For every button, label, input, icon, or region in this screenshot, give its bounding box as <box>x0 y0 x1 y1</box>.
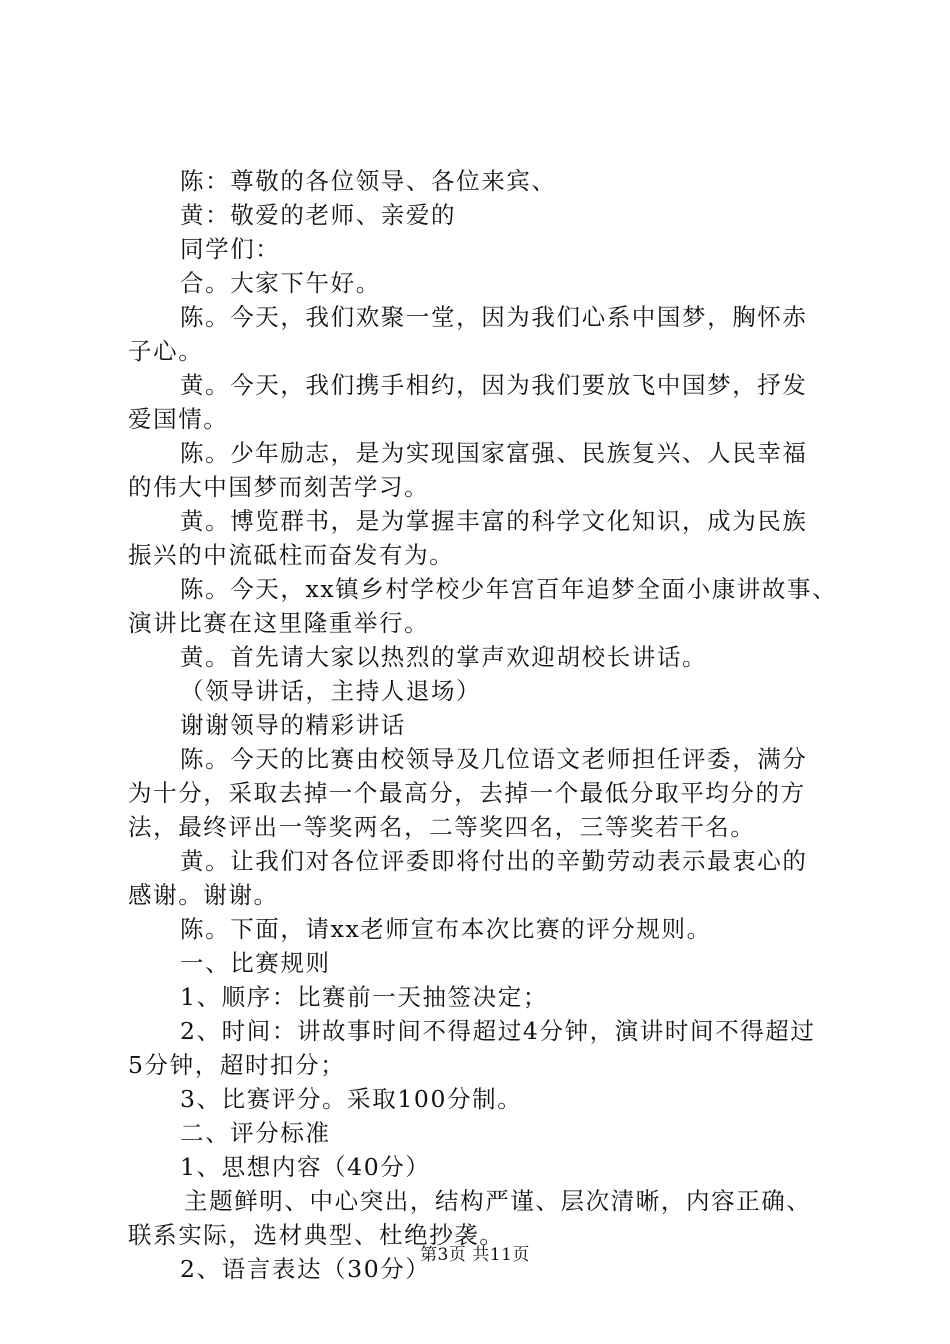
paragraph-line: 黄。让我们对各位评委即将付出的辛勤劳动表示最衷心的 <box>180 847 808 875</box>
paragraph-line: 陈：尊敬的各位领导、各位来宾、 <box>180 167 557 195</box>
paragraph-line: 振兴的中流砥柱而奋发有为。 <box>128 541 455 569</box>
paragraph-line: 感谢。谢谢。 <box>128 881 279 909</box>
paragraph-line: 2、时间：讲故事时间不得超过4分钟，演讲时间不得超过 <box>180 1017 816 1045</box>
paragraph-line: 黄。首先请大家以热烈的掌声欢迎胡校长讲话。 <box>180 643 708 671</box>
paragraph-line: 联系实际，选材典型、杜绝抄袭。 <box>128 1221 505 1249</box>
paragraph-line: 子心。 <box>128 337 204 365</box>
document-body <box>128 164 838 1286</box>
paragraph-line: 黄。博览群书，是为掌握丰富的科学文化知识，成为民族 <box>180 507 808 535</box>
paragraph-line: 陈。今天，我们欢聚一堂，因为我们心系中国梦，胸怀赤 <box>180 303 808 331</box>
paragraph-line: 陈。少年励志，是为实现国家富强、民族复兴、人民幸福 <box>180 439 808 467</box>
paragraph-line: （领导讲话，主持人退场） <box>180 677 482 705</box>
paragraph-line: 陈。今天，xx镇乡村学校少年宫百年追梦全面小康讲故事、 <box>180 575 838 603</box>
paragraph-line: 的伟大中国梦而刻苦学习。 <box>128 473 430 501</box>
section-heading: 二、评分标准 <box>180 1119 331 1147</box>
section-heading: 一、比赛规则 <box>180 949 331 977</box>
paragraph-line: 同学们： <box>180 235 281 263</box>
page-number-footer: 第3页 共11页 <box>420 1245 530 1265</box>
paragraph-line: 2、语言表达（30分） <box>180 1255 431 1283</box>
paragraph-line: 黄：敬爱的老师、亲爱的 <box>180 201 457 229</box>
paragraph-line: 陈。下面，请xx老师宣布本次比赛的评分规则。 <box>180 915 712 943</box>
paragraph-line: 陈。今天的比赛由校领导及几位语文老师担任评委，满分 <box>180 745 808 773</box>
paragraph-line: 1、顺序：比赛前一天抽签决定； <box>180 983 548 1011</box>
paragraph-line: 5分钟，超时扣分； <box>128 1051 346 1079</box>
paragraph-line: 1、思想内容（40分） <box>180 1153 431 1181</box>
paragraph-line: 合。大家下午好。 <box>180 269 381 297</box>
paragraph-line: 法，最终评出一等奖两名，二等奖四名，三等奖若干名。 <box>128 813 756 841</box>
paragraph-line: 谢谢领导的精彩讲话 <box>180 711 406 739</box>
paragraph-line: 黄。今天，我们携手相约，因为我们要放飞中国梦，抒发 <box>180 371 808 399</box>
paragraph-line: 演讲比赛在这里隆重举行。 <box>128 609 430 637</box>
paragraph-line: 主题鲜明、中心突出，结构严谨、层次清晰，内容正确、 <box>184 1187 812 1215</box>
paragraph-line: 爱国情。 <box>128 405 229 433</box>
paragraph-line: 3、比赛评分。采取100分制。 <box>180 1085 523 1113</box>
paragraph-line: 为十分，采取去掉一个最高分，去掉一个最低分取平均分的方 <box>128 779 806 807</box>
